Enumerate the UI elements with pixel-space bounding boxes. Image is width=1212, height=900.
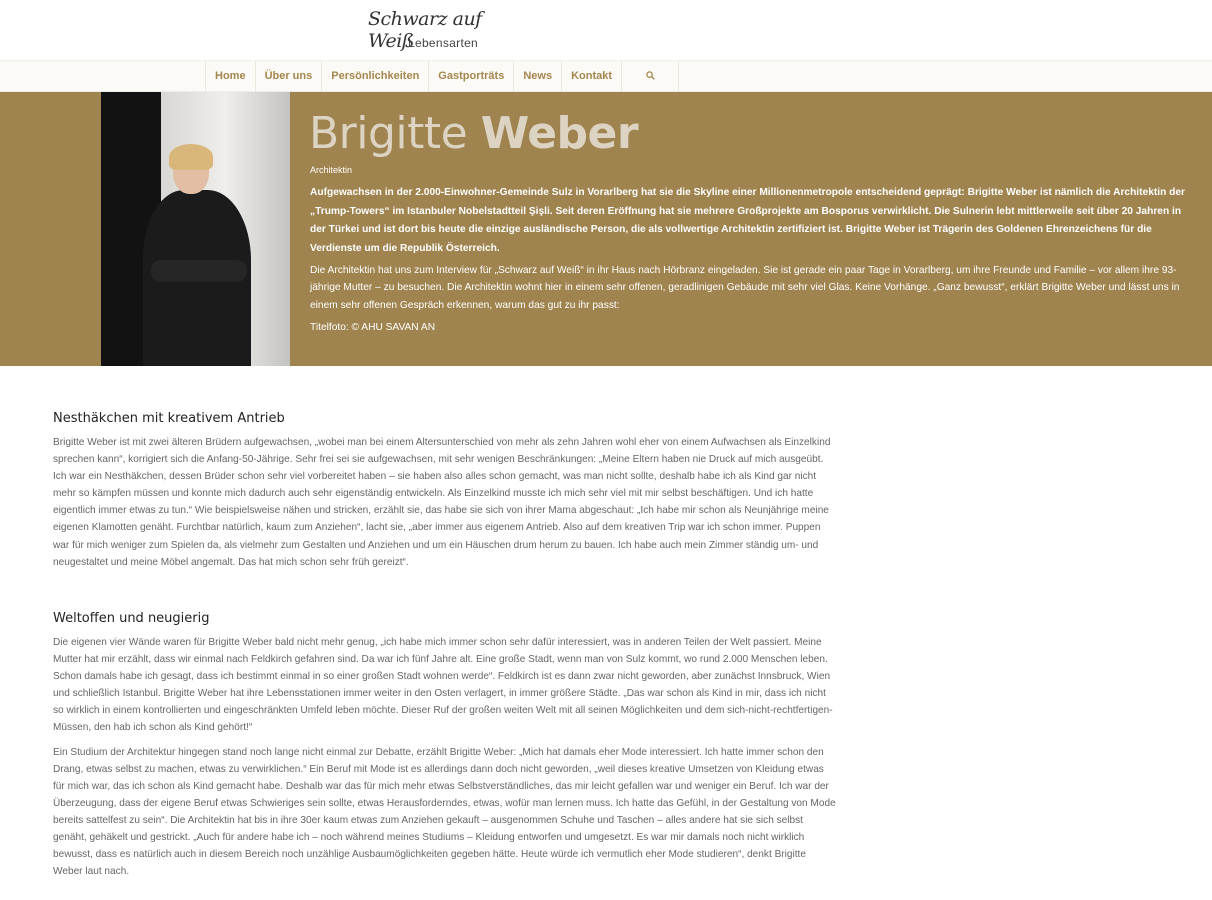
search-icon	[646, 71, 655, 80]
logo-script-text: Schwarz auf Weiß	[368, 8, 482, 52]
article-section-1	[53, 411, 837, 578]
nav-item-ueber-uns[interactable]: Über uns	[255, 61, 322, 92]
page-subtitle: Architektin	[310, 165, 353, 175]
nav-search-button[interactable]	[621, 61, 679, 92]
nav-item-gastportraets[interactable]: Gastporträts	[428, 61, 513, 92]
logo-subtitle: Lebensarten	[408, 36, 479, 50]
article-section-2	[53, 611, 837, 887]
section-paragraph: Ein Studium der Architektur hingegen stand noch lange nicht einmal zur Debatte, erzählt Brigitte Weber: „Mich hat damals eher Mode interessiert. Ich hatte immer schon den Drang, etwas selbst zu machen, etwas zu verwirklichen.“ Ein Beruf mit Mode ist es allerdings dann doch nicht geworden, „weil dieses kreative Umsetzen von Kleidung etwas für mich war, das ich schon als Kind gemacht habe. Deshalb war das für mich mehr etwas Selbstverständliches, das mir leicht gefallen war und weniger ein Beruf. Ich war der Überzeugung, dass der eigene Beruf etwas Schwieriges sein sollte, etwas Herausforderndes, etwas, wofür man lernen muss. Ich hatte das Gefühl, in der Gestaltung von Mode bereits sattelfest zu sein“. Die Architektin hat bis in ihre 30er kaum etwas zum Anziehen gekauft – ausgenommen Schuhe und Taschen – alles andere hat sie sich selbst genäht, gehäkelt und gestrickt. „Auch für andere habe ich – noch während meines Studiums – Kleidung entworfen und umgesetzt. Es war mir damals noch nicht wirklich bewusst, dass es natürlich auch in diesem Bereich noch unzählige Ausbaumöglichkeiten gegeben hätte. Heute würde ich vermutlich eher Mode studieren“, denkt Brigitte Weber laut nach.	[53, 746, 836, 878]
nav-item-kontakt[interactable]: Kontakt	[561, 61, 621, 92]
nav-item-news[interactable]: News	[513, 61, 561, 92]
nav-item-persoenlichkeiten[interactable]: Persönlichkeiten	[321, 61, 428, 92]
section-paragraph: Brigitte Weber ist mit zwei älteren Brüdern aufgewachsen, „wobei man bei einem Altersunterschied von mehr als zehn Jahren wohl eher von einem Aufwachsen als Einzelkind sprechen kann“, korrigiert sich die Anfang-50-Jährige. Sehr frei sei sie aufgewachsen, mit sehr wenigen Beschränkungen: „Meine Eltern haben nie Druck auf mich ausgeübt. Ich war ein Nesthäkchen, dessen Brüder schon sehr viel vorbereitet haben – sie haben also alles schon gemacht, was man nicht sollte, deshalb habe ich als Kind gar nicht mehr so kämpfen müssen und konnte mich dadurch auch sehr eigenständig entwickeln. Als Einzelkind musste ich mich sehr viel mit mir selbst beschäftigen. Und ich hatte eigentlich immer etwas zu tun.“ Wie beispielsweise nähen und stricken, erzählt sie, das habe sie sich von ihrer Mama abgeschaut: „Ich habe mir schon als Neunjährige meine eigenen Klamotten genäht. Furchtbar natürlich, kaum zum Anziehen“, lacht sie, „aber immer aus eigenem Antrieb. Also auf dem kreativen Trip war ich schon immer. Puppen war für mich weniger zum Spielen da, als vielmehr zum Gestalten und Anziehen und um ein Häuschen drum herum zu bauen. Ich habe auch mein Zimmer ständig um- und neugestaltet und meine Möbel angemalt. Das hat mich schon sehr früh gereizt“.	[53, 437, 831, 568]
title-last-name: Weber	[480, 108, 639, 159]
section-paragraph: Die eigenen vier Wände waren für Brigitte Weber bald nicht mehr genug, „ich habe mich immer schon sehr dafür interessiert, was in anderen Teilen der Welt passiert. Meine Mutter hat mir erzählt, dass wir einmal nach Feldkirch gefahren sind. Da war ich fünf Jahre alt. Eine große Stadt, wenn man von Sulz kommt, wo rund 2.000 Menschen leben. Schon damals habe ich gesagt, dass ich bestimmt einmal in so einer großen Stadt wohnen werde“. Feldkirch ist es dann zwar nicht geworden, aber zunächst Innsbruck, Wien und schließlich Istanbul. Brigitte Weber hat ihre Lebensstationen immer weiter in den Osten verlagert, in immer größere Städte. „Das war schon als Kind in mir, dass ich nicht so wirklich in einem kontrollierten und eingeschränkten Umfeld leben möchte. Dieser Ruf der großen weiten Welt mit all seinen Möglichkeiten und dem sich-nicht-rechtfertigen-Müssen, den hab ich schon als Kind gehört!“	[53, 637, 833, 734]
photo-credit: Titelfoto: © AHU SAVAN AN	[310, 322, 436, 333]
page-title	[309, 108, 638, 159]
nav-list	[205, 61, 679, 92]
site-logo[interactable]	[366, 6, 522, 52]
section-heading: Weltoffen und neugierig	[53, 611, 210, 626]
site-header	[0, 0, 1212, 60]
portrait-photo	[101, 92, 290, 366]
hero-banner	[0, 92, 1212, 366]
hero-body-paragraph: Die Architektin hat uns zum Interview für „Schwarz auf Weiß“ in ihr Haus nach Hörbranz eingeladen. Sie ist gerade ein paar Tage in Vorarlberg, um ihre Freunde und Familie – vor allem ihre 93-jährige Mutter – zu besuchen. Die Architektin wohnt hier in einem sehr offenen, geradlinigen Gebäude mit sehr viel Glas. Keine Vorhänge. „Ganz bewusst“, erklärt Brigitte Weber und lässt uns in einem sehr offenen Gespräch erkennen, warum das gut zu ihr passt:	[310, 265, 1180, 311]
hero-lead-paragraph: Aufgewachsen in der 2.000-Einwohner-Gemeinde Sulz in Vorarlberg hat sie die Skyline einer Millionenmetropole entscheidend geprägt: Brigitte Weber ist nämlich die Architektin der „Trump-Towers“ im Istanbuler Nobelstadtteil Şişli. Seit deren Eröffnung hat sie mehrere Großprojekte am Bosporus verwirklicht. Die Sulnerin lebt mittlerweile seit über 20 Jahren in der Türkei und ist dort bis heute die einzige ausländische Person, die als vollwertige Architektin zertifiziert ist. Brigitte Weber ist Trägerin des Goldenen Ehrenzeichens für die Verdienste um die Republik Österreich.	[310, 187, 1185, 254]
nav-item-home[interactable]: Home	[205, 61, 255, 92]
title-first-name: Brigitte	[309, 108, 468, 159]
main-navigation	[0, 60, 1212, 92]
section-heading: Nesthäkchen mit kreativem Antrieb	[53, 411, 285, 426]
